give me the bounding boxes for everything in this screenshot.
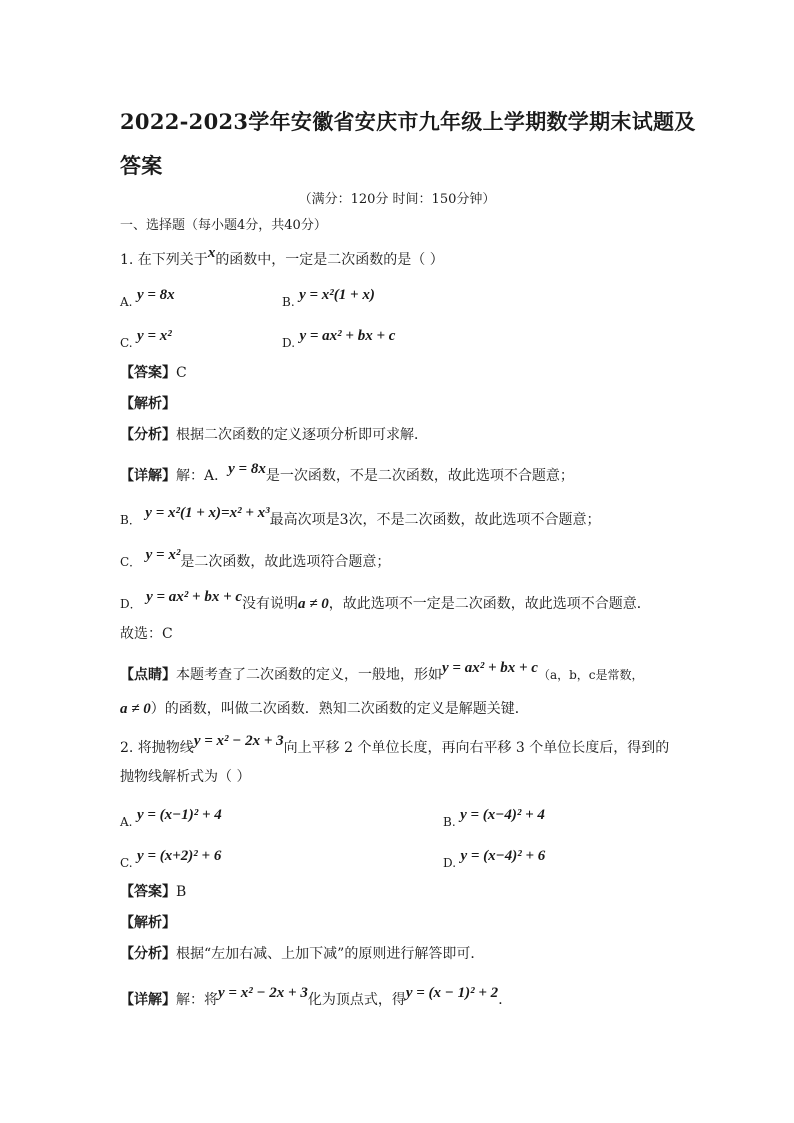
q2-stem-expr: y = x² − 2x + 3 [193, 733, 284, 749]
section-heading: 一、选择题（每小题4分，共40分） [120, 218, 327, 233]
q2-option-a [120, 807, 222, 832]
q2-analysis-tag: 【解析】 [120, 915, 176, 931]
detail-tag: 【详解】 [120, 992, 176, 1008]
detail-expr: y = x²(1 + x)=x² + x³ [145, 505, 270, 521]
q1-detail-d [120, 589, 651, 614]
dianjing-tag: 【点睛】 [120, 667, 176, 683]
option-expr: y = (x−4)² + 6 [460, 848, 546, 864]
q1-choose: 故选：C [120, 626, 173, 642]
q2-option-b [443, 807, 545, 832]
detail-tag: 【详解】 [120, 468, 176, 484]
dianjing-text-a: 本题考查了二次函数的定义，一般地，形如 [176, 667, 442, 683]
q2-detail [120, 985, 513, 1010]
detail-expr: y = 8x [228, 461, 266, 477]
option-expr: y = (x−4)² + 4 [460, 807, 545, 823]
detail-pre: B． [120, 513, 141, 527]
q1-var-x: x [207, 245, 216, 261]
q2-stem-b: 向上平移 2 个单位长度，再向右平移 3 个单位长度后，得到的 [283, 740, 670, 756]
option-expr: y = x²(1 + x) [299, 287, 375, 303]
detail-text: 最高次项是3次，不是二次函数，故此选项不合题意； [269, 512, 601, 528]
q1-option-c [120, 328, 172, 353]
detail-pre: 解：A． [176, 468, 229, 484]
q2-stem-a: 2. 将抛物线 [120, 740, 194, 756]
option-letter: C. [120, 856, 133, 870]
q1-option-d [282, 328, 396, 353]
option-letter: C. [120, 336, 133, 350]
answer-value: B [176, 884, 187, 900]
dianjing-text-b: （a，b，c是常数， [537, 668, 644, 682]
q1-detail-b [120, 505, 601, 530]
q1-stem [120, 245, 444, 270]
option-expr: y = x² [137, 328, 172, 344]
q1-stem-b: 的函数中，一定是二次函数的是（ ） [215, 252, 444, 268]
option-letter: A. [120, 295, 133, 309]
option-expr: y = (x−1)² + 4 [136, 807, 222, 823]
detail-expr: y = x² − 2x + 3 [218, 985, 308, 1001]
q2-answer [120, 882, 186, 902]
detail-text: 是一次函数，不是二次函数，故此选项不合题意； [265, 468, 574, 484]
option-expr: y = ax² + bx + c [299, 328, 396, 344]
detail-text: 没有说明 [242, 596, 299, 612]
q1-detail-a [120, 461, 574, 486]
detail-end: ． [498, 992, 513, 1008]
q2-option-c [120, 848, 222, 873]
q1-dianjing-cont [120, 699, 529, 719]
dianjing-expr: y = ax² + bx + c [442, 660, 538, 676]
q1-dianjing [120, 660, 644, 685]
q1-detail-c [120, 547, 391, 572]
detail-expr: y = x² [145, 547, 181, 563]
fenxi-tag: 【分析】 [120, 946, 176, 962]
option-letter: A. [120, 815, 133, 829]
option-letter: D. [282, 336, 296, 350]
fenxi-text: 根据二次函数的定义逐项分析即可求解． [176, 427, 428, 443]
detail-mid: 化为顶点式，得 [307, 992, 406, 1008]
q1-option-b [282, 287, 375, 312]
q2-option-d [443, 848, 546, 873]
q1-option-a [120, 287, 175, 312]
q2-stem-cont: 抛物线解析式为（ ） [120, 769, 251, 785]
answer-tag: 【答案】 [120, 884, 176, 900]
detail-text: 是二次函数，故此选项符合题意； [180, 554, 391, 570]
q1-answer [120, 363, 187, 383]
option-letter: B. [443, 815, 456, 829]
option-letter: D. [443, 856, 457, 870]
detail-expr-2: y = (x − 1)² + 2 [405, 985, 499, 1001]
detail-pre: D． [120, 597, 142, 611]
detail-pre: 解：将 [176, 992, 218, 1008]
q1-analysis-tag: 【解析】 [120, 396, 176, 412]
option-expr: y = (x+2)² + 6 [137, 848, 222, 864]
q2-fenxi [120, 944, 484, 964]
dianjing-expr-2: a ≠ 0 [120, 701, 151, 717]
fenxi-tag: 【分析】 [120, 427, 176, 443]
option-letter: B. [282, 295, 295, 309]
page-title: 2022-2023学年安徽省安庆市九年级上学期数学期末试题及答案 [120, 109, 696, 178]
detail-expr: y = ax² + bx + c [146, 589, 243, 605]
detail-text-2: ，故此选项不一定是二次函数，故此选项不合题意． [328, 596, 651, 612]
option-expr: y = 8x [136, 287, 175, 303]
answer-value: C [176, 365, 187, 381]
dianjing-text-c: ）的函数，叫做二次函数．熟知二次函数的定义是解题关键． [150, 701, 529, 717]
detail-pre: C． [120, 555, 142, 569]
detail-expr-2: a ≠ 0 [298, 596, 329, 612]
answer-tag: 【答案】 [120, 365, 176, 381]
q1-stem-a: 1. 在下列关于 [120, 252, 208, 268]
exam-info: （满分：120分 时间：150分钟） [298, 192, 496, 207]
q2-stem [120, 733, 670, 758]
fenxi-text: 根据“左加右减、上加下减”的原则进行解答即可． [176, 946, 485, 962]
q1-fenxi [120, 425, 428, 445]
